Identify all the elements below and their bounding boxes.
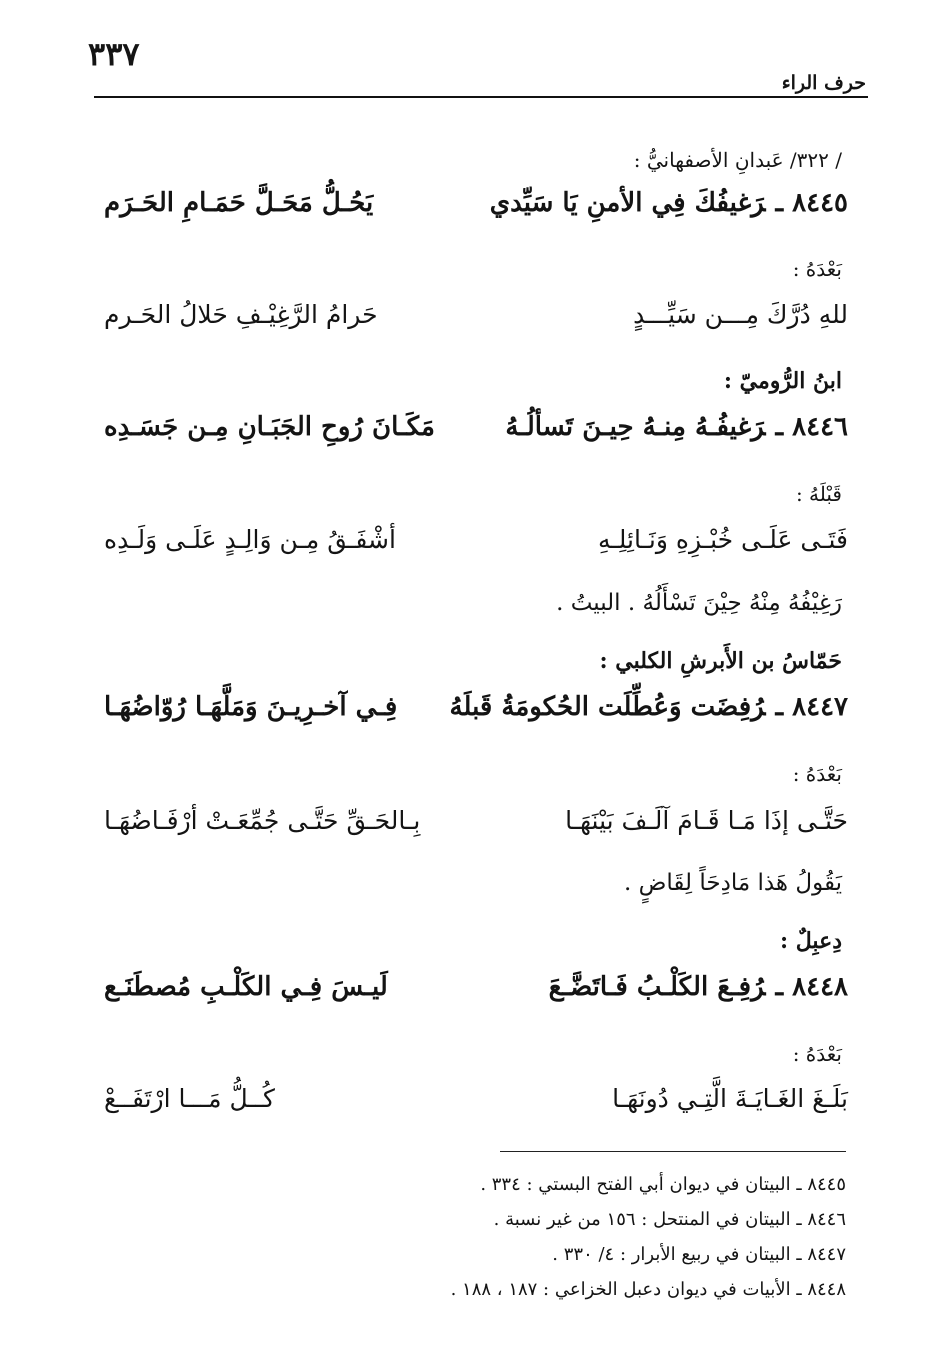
verse-first-hemistich: حَتَّـى إذَا مَـا قَـامَ آلَـفَ بَيْنَهَـا [565,806,848,835]
verse-first-hemistich: ٨٤٤٥ ـرَغيفُكَ فِي الأمنِ يَا سَيِّدي [489,188,848,218]
verse-first-hemistich: بَلَـغَ الغَـايَـةَ الَّتِـي دُونَهَـا [612,1084,848,1113]
verse-first-hemistich: للهِ دُرَّكَ مِـــن سَيِّـــدٍ [633,300,848,329]
page-number: ٣٣٧ [88,35,140,73]
attribution: ابنُ الرُّوميّ : [723,368,842,394]
attribution: قَبْلَهُ : [795,482,842,506]
verse-first-hemistich: ٨٤٤٦ ـرَغيفُـهُ مِنـهُ حِيـنَ تَسألُـهُ [505,412,848,442]
verse-second-hemistich: أشْفَـقُ مِـن وَالِـدٍ عَلَـى وَلَـدِه [104,525,396,554]
verse-first-hemistich: ٨٤٤٧ ـرُفِضَت وَعُطِّلَت الحُكومَةُ قَبلَهُ [449,692,848,722]
verse-second-hemistich: فِـي آخـرِيـنَ وَمَلَّهَـا رُوّاضُهَـا [104,692,398,722]
verse-number: ٨٤٤٨ ـ [775,972,848,1002]
attribution: بَعْدَهُ : [792,762,842,786]
attribution: حَمّاسُ بن الأَبرشِ الكلبي : [599,648,842,674]
footnote: ٨٤٤٥ ـ البيتان في ديوان أبي الفتح البستي : ٣٣٤ . [480,1174,846,1195]
header-rule [94,96,868,98]
footnote: ٨٤٤٧ ـ البيتان في ربيع الأبرار : ٤/ ٣٣٠ . [552,1244,846,1265]
verse-first-hemistich: فَتَـى عَلَـى خُبْـزِهِ وَنَـائِلِـهِ [598,525,848,554]
prose-line: يَقُولُ هَذا مَادِحَاً لِقَاضٍ . [623,870,842,896]
verse-second-hemistich: كُــلُّ مَـــا ارْتَفَــعْ [104,1084,275,1113]
verse-second-hemistich: بِـالحَـقِّ حَتَّـى جُمِّعَـتْ أرْفَـاضُهَـا [104,806,421,835]
verse-second-hemistich: يَحُـلُّ مَحَـلَّ حَمَـامِ الحَـرَم [104,188,374,218]
attribution: دِعبِلٌ : [779,928,842,954]
footnote: ٨٤٤٨ ـ الأبيات في ديوان دعبل الخزاعي : ١٨٧ ، ١٨٨ . [450,1279,846,1300]
verse-second-hemistich: لَيـسَ فِـي الكَلْـبِ مُصطَنَـع [104,972,388,1002]
verse-number: ٨٤٤٥ ـ [775,188,848,218]
running-head: حرف الراء [781,72,866,94]
footnote: ٨٤٤٦ ـ البيتان في المنتحل : ١٥٦ من غير نسبة . [493,1209,846,1230]
verse-second-hemistich: حَرامُ الرَّغِيْـفِ حَلالُ الحَـرم [104,300,378,329]
attribution: بَعْدَهُ : [792,1042,842,1066]
attribution: بَعْدَهُ : [792,257,842,281]
verse-second-hemistich: مَكَـانَ رُوحِ الجَبَـانِ مِـن جَسَـدِه [104,412,435,442]
verse-first-hemistich: ٨٤٤٨ ـرُفِـعَ الكَلْـبُ فَـاتَضَّـعَ [548,972,848,1002]
prose-line: رَغِيْفُهُ مِنْهُ حِيْنَ تَسْأَلُهُ . البيتُ . [556,590,842,616]
footnote-rule [500,1151,846,1152]
verse-number: ٨٤٤٧ ـ [775,692,848,722]
attribution: / ٣٢٢/ عَبدانِ الأصفهانيُّ : [633,148,842,172]
verse-number: ٨٤٤٦ ـ [775,412,848,442]
